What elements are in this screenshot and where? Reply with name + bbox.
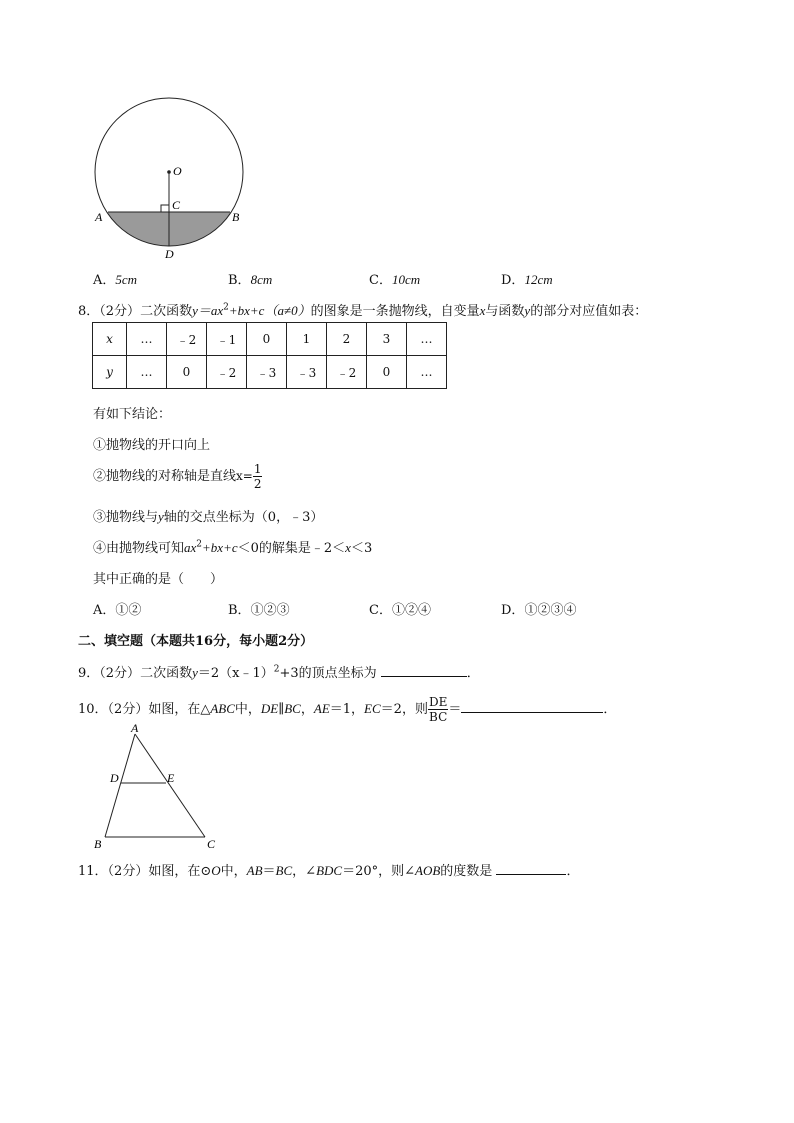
table-cell: … <box>407 323 447 356</box>
label-d: D <box>165 247 174 261</box>
label-d: D <box>110 771 119 785</box>
q8-conclusion-4: ④由抛物线可知$ax^2+bx+c<0$的解集是﹣2＜x＜3 <box>93 539 373 556</box>
q8-conclusion-3: ③抛物线与y轴的交点坐标为（0，﹣3） <box>93 509 324 525</box>
q8-option-b: B．①②③ <box>228 603 290 618</box>
label-e: E <box>167 771 175 785</box>
table-cell: 0 <box>167 356 207 389</box>
label-c: C <box>172 198 181 212</box>
table-cell: 0 <box>367 356 407 389</box>
table-cell: ﹣1 <box>207 323 247 356</box>
q7-option-a: A．5cm <box>93 272 138 288</box>
q8-option-a: A．①② <box>93 603 142 618</box>
table-cell: 2 <box>327 323 367 356</box>
table-cell: ﹣2 <box>167 323 207 356</box>
table-cell: ﹣2 <box>207 356 247 389</box>
table-row-x <box>93 323 447 356</box>
q7-option-d: D．12cm <box>501 272 553 288</box>
table-cell: ﹣2 <box>327 356 367 389</box>
q8-option-c: C．①②④ <box>369 603 431 618</box>
label-o: O <box>173 164 182 178</box>
triangle-figure <box>88 722 228 852</box>
right-angle-mark <box>161 205 169 212</box>
table-header-x: x <box>93 323 127 356</box>
answer-blank[interactable] <box>461 698 603 713</box>
q8-stem: 8．（2分）二次函数$y=ax^2+bx+c(a\ne 0)$的图象是一条抛物线，自变量x与函数y的部分对应值如表： <box>78 302 648 319</box>
q9-stem: 9．（2分）二次函数y＝2（x﹣1）$^2$+3的顶点坐标为 ． <box>78 662 480 681</box>
answer-blank[interactable] <box>496 860 566 875</box>
table-cell: … <box>127 323 167 356</box>
table-cell: 1 <box>287 323 327 356</box>
table-cell: ﹣3 <box>247 356 287 389</box>
fraction-half: $\frac{1}{2}$ <box>253 462 262 491</box>
q7-option-c: C．10cm <box>369 272 421 288</box>
q8-conclusion-2: ②抛物线的对称轴是直线x= $\frac{1}{2}$ <box>93 462 262 491</box>
value-table <box>92 322 447 389</box>
side-ab <box>105 734 135 837</box>
side-ac <box>135 734 205 837</box>
table-row-y <box>93 356 447 389</box>
q8-option-d: D．①②③④ <box>501 603 577 618</box>
table-cell: ﹣3 <box>287 356 327 389</box>
table-cell: 3 <box>367 323 407 356</box>
q10-stem: 10．（2分）如图，在△ABC中，DE∥BC，AE＝1，EC＝2，则 $\frac{DE}{BC}$ ＝ ． <box>78 695 617 724</box>
label-a: A <box>95 210 103 224</box>
q11-stem: 11．（2分）如图，在⊙O中，AB＝BC，∠BDC＝20°，则∠AOB的度数是 ． <box>78 860 579 879</box>
table-cell: … <box>407 356 447 389</box>
answer-blank[interactable] <box>381 662 467 677</box>
q8-intro: 有如下结论： <box>93 407 172 422</box>
label-b: B <box>232 210 240 224</box>
q8-conclusion-1: ①抛物线的开口向上 <box>93 438 211 453</box>
table-cell: … <box>127 356 167 389</box>
fraction-de-bc: $\frac{DE}{BC}$ <box>428 695 448 724</box>
label-b: B <box>94 837 102 851</box>
table-cell: 0 <box>247 323 287 356</box>
center-point <box>167 170 171 174</box>
q8-question: 其中正确的是（ ） <box>93 572 224 587</box>
label-a: A <box>131 722 139 735</box>
table-header-y: y <box>93 356 127 389</box>
circle-figure <box>80 90 270 270</box>
section-title: 二、填空题（本题共16分，每小题2分） <box>78 634 314 649</box>
label-c: C <box>207 837 216 851</box>
q7-option-b: B．8cm <box>228 272 273 288</box>
